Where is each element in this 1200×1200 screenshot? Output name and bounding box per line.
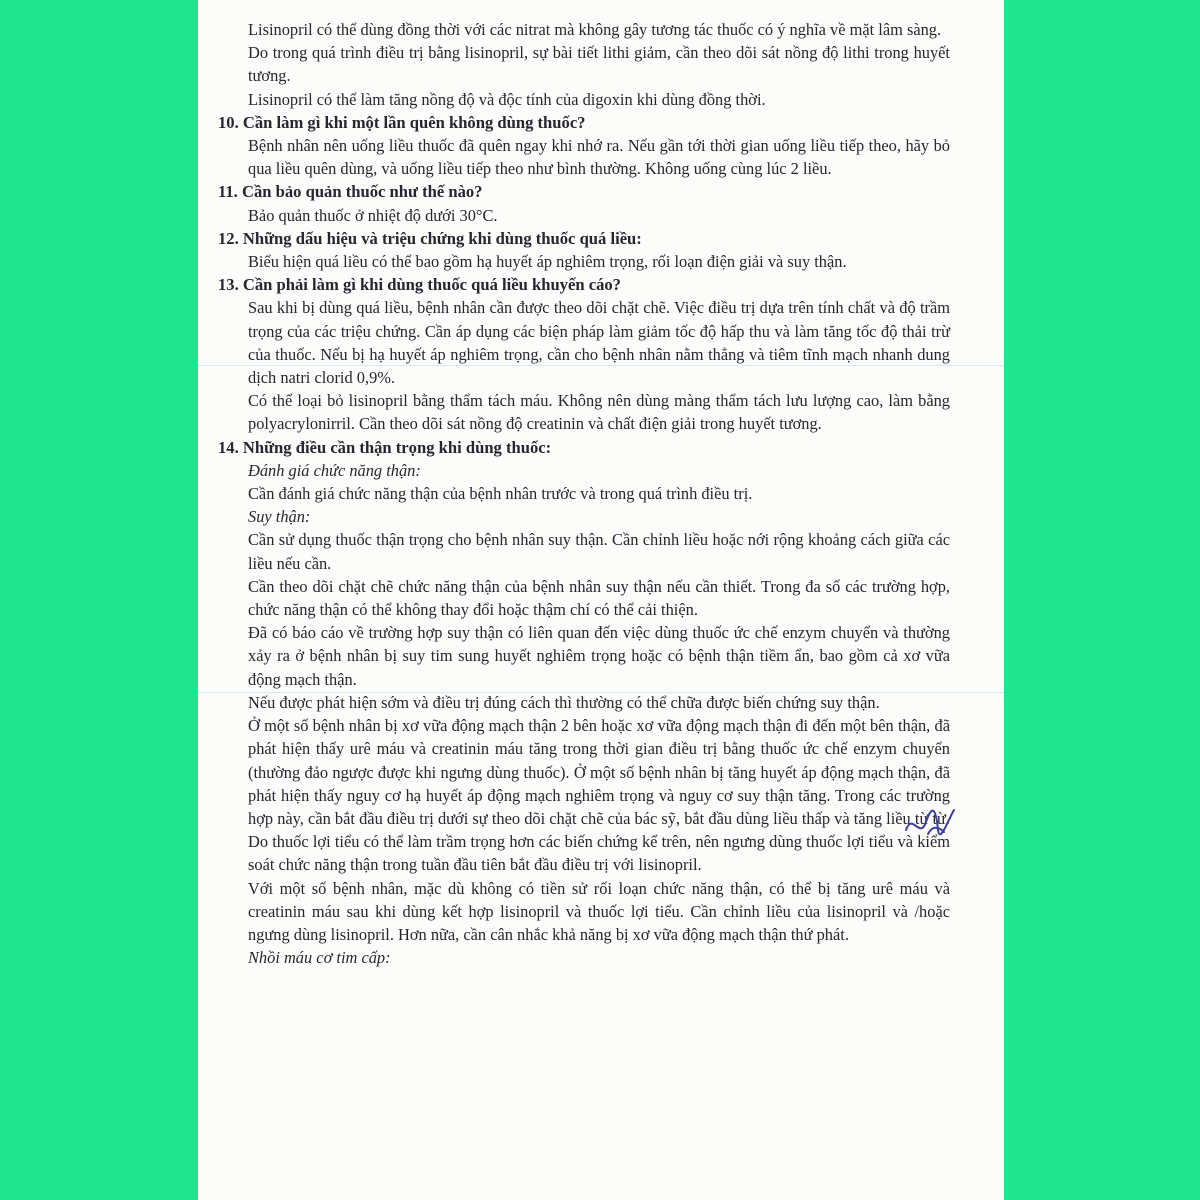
paragraph: Bảo quản thuốc ở nhiệt độ dưới 30°C. — [248, 205, 498, 225]
subheading: Đánh giá chức năng thận: — [248, 460, 421, 480]
paragraph: Biểu hiện quá liều có thể bao gồm hạ huyết áp nghiêm trọng, rối loạn điện giải và suy thận. — [248, 252, 847, 272]
document-page — [198, 0, 1004, 1200]
section-heading: 11. Cần bảo quản thuốc như thế nào? — [218, 182, 483, 202]
paragraph: Có thể loại bỏ lisinopril bằng thẩm tách máu. Không nên dùng màng thẩm tách lưu lượng cao, làm bằng polyacrylonirril. Cần theo dõi sát nồng độ creatinin và chất điện giải trong huyết tương. — [248, 391, 950, 434]
subheading: Nhồi máu cơ tim cấp: — [248, 948, 391, 968]
paragraph: Ở một số bệnh nhân bị xơ vữa động mạch thận 2 bên hoặc xơ vữa động mạch thận đi đến một bên thận, đã phát hiện thấy urê máu và creatinin máu tăng trong thời gian điều trị bằng thuốc ức chế enzym chuyển (thường đảo ngược được khi ngưng dùng thuốc). Ở một số bệnh nhân bị tăng huyết áp động mạch thận, đã phát hiện thấy nguy cơ hạ huyết áp động mạch nghiêm trọng và nguy cơ suy thận tăng. Trong các trường hợp này, cần bắt đầu điều trị dưới sự theo dõi chặt chẽ của bác sỹ, bắt đầu dùng liều thấp và tăng liều từ từ. Do thuốc lợi tiểu có thể làm trầm trọng hơn các biến chứng kể trên, nên ngưng dùng thuốc lợi tiểu và kiểm soát chức năng thận trong tuần đầu tiên bắt đầu điều trị với lisinopril. — [248, 716, 950, 875]
document-body — [218, 18, 950, 969]
subheading: Suy thận: — [248, 507, 311, 527]
paragraph: Cần theo dõi chặt chẽ chức năng thận của bệnh nhân suy thận nếu cần thiết. Trong đa số các trường hợp, chức năng thận có thể không thay đổi hoặc thậm chí có thể cải thiện. — [248, 576, 950, 620]
paragraph: Cần sử dụng thuốc thận trọng cho bệnh nhân suy thận. Cần chỉnh liều hoặc nới rộng khoảng cách giữa các liều nếu cần. — [248, 530, 950, 573]
paragraph: Với một số bệnh nhân, mặc dù không có tiền sử rối loạn chức năng thận, có thể bị tăng urê máu và creatinin máu sau khi dùng kết hợp lisinopril và thuốc lợi tiểu. Cần chỉnh liều của lisinopril và /hoặc ngưng dùng lisinopril. Hơn nữa, cần cân nhắc khả năng bị xơ vữa động mạch thận thứ phát. — [248, 878, 950, 944]
paragraph: Do trong quá trình điều trị bằng lisinopril, sự bài tiết lithi giảm, cần theo dõi sát nồng độ lithi trong huyết tương. — [248, 43, 950, 86]
paragraph: Cần đánh giá chức năng thận của bệnh nhân trước và trong quá trình điều trị. — [248, 484, 753, 504]
paragraph: Lisinopril có thể làm tăng nồng độ và độc tính của digoxin khi dùng đồng thời. — [248, 89, 766, 109]
paragraph: Lisinopril có thể dùng đồng thời với các nitrat mà không gây tương tác thuốc có ý nghĩa về mặt lâm sàng. — [248, 20, 942, 39]
paragraph: Bệnh nhân nên uống liều thuốc đã quên ngay khi nhớ ra. Nếu gần tới thời gian uống liều tiếp theo, hãy bỏ qua liều quên dùng, và uống liều tiếp theo như bình thường. Không uống cùng lúc 2 liều. — [248, 136, 950, 179]
paragraph: Đã có báo cáo về trường hợp suy thận có liên quan đến việc dùng thuốc ức chế enzym chuyển và thường xảy ra ở bệnh nhân bị suy tim sung huyết nghiêm trọng hoặc có bệnh thận tiềm ẩn, bao gồm cả xơ vữa động mạch thận. — [248, 623, 950, 689]
section-heading: 12. Những dấu hiệu và triệu chứng khi dùng thuốc quá liều: — [218, 228, 642, 248]
section-heading: 13. Cần phải làm gì khi dùng thuốc quá liều khuyến cáo? — [218, 275, 621, 295]
section-heading: 10. Cần làm gì khi một lần quên không dùng thuốc? — [218, 112, 586, 132]
paragraph: Sau khi bị dùng quá liều, bệnh nhân cần được theo dõi chặt chẽ. Việc điều trị dựa trên tính chất và độ trầm trọng của các triệu chứng. Cần áp dụng các biện pháp làm giảm tốc độ hấp thu và làm tăng tốc độ thải trừ của thuốc. Nếu bị hạ huyết áp nghiêm trọng, cần cho bệnh nhân nằm thẳng và tiêm tĩnh mạch nhanh dung dịch natri clorid 0,9%. — [248, 298, 950, 388]
section-heading: 14. Những điều cần thận trọng khi dùng thuốc: — [218, 437, 552, 457]
paragraph: Nếu được phát hiện sớm và điều trị đúng cách thì thường có thể chữa được biến chứng suy thận. — [248, 692, 880, 712]
handwritten-signature — [898, 800, 968, 850]
